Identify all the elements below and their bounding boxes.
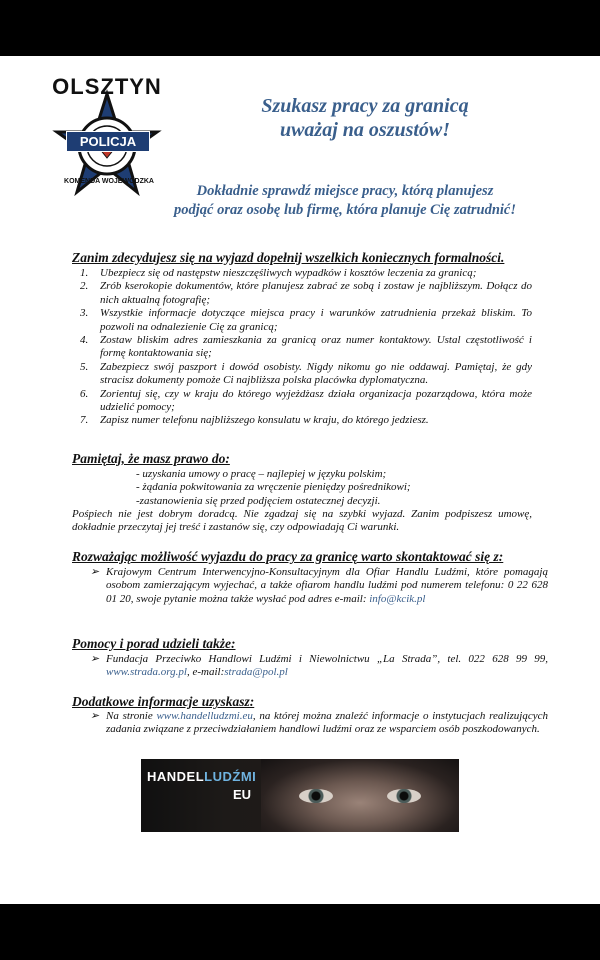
list-item: 4. Zostaw bliskim adres zamieszkania za granicą oraz numer kontaktowy. Ustal częstotliwość i formę kontaktowania się;	[80, 334, 532, 360]
extra-title: Dodatkowe informacje uzyskasz:	[72, 694, 255, 709]
headline-line1: Szukasz pracy za granicą	[261, 95, 469, 117]
subheadline	[120, 182, 570, 220]
arrow-bullet-icon: ➢	[90, 566, 100, 578]
banner-face-image	[261, 759, 459, 832]
contact-bullet	[90, 566, 548, 606]
extra-bullet	[90, 710, 548, 737]
eye-icon	[387, 789, 421, 803]
list-item: 2. Zrób kserokopie dokumentów, które planujesz zabrać ze sobą i zostaw je najbliższym. Dołącz do nich aktualną fotografię;	[80, 280, 532, 306]
extra-text-before: Na stronie	[106, 710, 157, 722]
list-item: -zastanowienia się przed podjęciem ostatecznej decyzji.	[136, 494, 381, 507]
rights-list	[136, 468, 536, 508]
list-item: - żądania pokwitowania za wręczenie pieniędzy pośrednikowi;	[136, 481, 411, 494]
help-text: Fundacja Przeciwko Handlowi Ludźmi i Niewolnictwu „La Strada”, tel. 022 628 99 99,	[106, 653, 548, 665]
subheadline-line1: Dokładnie sprawdź miejsce pracy, którą planujesz	[196, 183, 494, 199]
strada-email-link[interactable]: strada@pol.pl	[224, 666, 288, 679]
rights-note: Pośpiech nie jest dobrym doradcą. Nie zgadzaj się na szybki wyjazd. Zanim podpiszesz umowę, dokładnie przeczytaj jej treść i zastanów się, czy odpowiadają Ci warunki.	[72, 508, 532, 534]
leaflet-page	[0, 56, 600, 904]
campaign-banner[interactable]	[141, 759, 459, 832]
extra-text-after: , na której można znaleźć informacje o instytucjach realizujących zadania związane z przeciwdziałaniem handlowi ludźmi oraz ze wsparciem osób poszkodowanych.	[106, 710, 548, 736]
logo-city-text: OLSZTYN	[52, 74, 162, 99]
rights-title: Pamiętaj, że masz prawo do:	[72, 451, 230, 466]
help-bullet	[90, 653, 548, 680]
help-email-label: , e-mail:	[187, 666, 225, 679]
arrow-bullet-icon: ➢	[90, 710, 100, 722]
contact-title: Rozważając możliwość wyjazdu do pracy za granicę warto skontaktować się z:	[72, 549, 504, 564]
eye-icon	[299, 789, 333, 803]
banner-word1: HANDEL	[147, 769, 205, 784]
strada-website-link[interactable]: www.strada.org.pl	[106, 666, 187, 679]
headline	[180, 94, 550, 142]
formalities-title: Zanim zdecydujesz się na wyjazd dopełnij wszelkich koniecznych formalności.	[72, 250, 505, 265]
help-title: Pomocy i porad udzieli także:	[72, 636, 236, 651]
headline-line2: uważaj na oszustów!	[279, 119, 451, 141]
formalities-list	[72, 267, 532, 428]
list-item: 1. Ubezpiecz się od następstw nieszczęśliwych wypadków i kosztów leczenia za granicą;	[80, 267, 477, 279]
police-logo	[40, 74, 174, 198]
handelludzmi-website-link[interactable]: www.handelludzmi.eu	[156, 710, 253, 722]
banner-domain: EU	[233, 787, 252, 802]
list-item: 5. Zabezpiecz swój paszport i dowód osobisty. Nigdy nikomu go nie oddawaj. Pamiętaj, że gdy stracisz dokumenty pomoże Ci najbliższa polska placówka dyplomatyczna.	[80, 360, 532, 387]
logo-police-badge: POLICJA	[66, 131, 150, 152]
list-item: 6. Zorientuj się, czy w kraju do którego wyjeżdżasz działa organizacja pozarządowa, która może udzielić pomocy;	[80, 387, 532, 414]
arrow-bullet-icon: ➢	[90, 653, 100, 665]
list-item: 7. Zapisz numer telefonu najbliższego konsulatu w kraju, do którego jedziesz.	[80, 414, 429, 427]
list-item: - uzyskania umowy o pracę – najlepiej w języku polskim;	[136, 468, 387, 480]
contact-email-link[interactable]: info@kcik.pl	[369, 592, 426, 605]
banner-logo-text	[147, 769, 256, 784]
banner-word2: LUDŹMI	[204, 769, 257, 784]
list-item: 3. Wszystkie informacje dotyczące miejsca pracy i warunków zatrudnienia przekaż bliskim. To pozwoli na odnalezienie Cię za granicą;	[80, 307, 532, 333]
contact-text: Krajowym Centrum Interwencyjno-Konsultacyjnym dla Ofiar Handlu Ludźmi, które pomagają osobom zamierzającym wyjechać, a także ofiarom handlu ludźmi pod numerem telefonu: 0 22 628 01 20, swoje pytanie można także wysłać pod adres e-mail:	[106, 566, 548, 605]
subheadline-line2: podjąć oraz osobę lub firmę, która planuje Cię zatrudnić!	[174, 202, 516, 218]
logo-ring-text: KOMENDA WOJEWÓDZKA	[64, 178, 154, 185]
